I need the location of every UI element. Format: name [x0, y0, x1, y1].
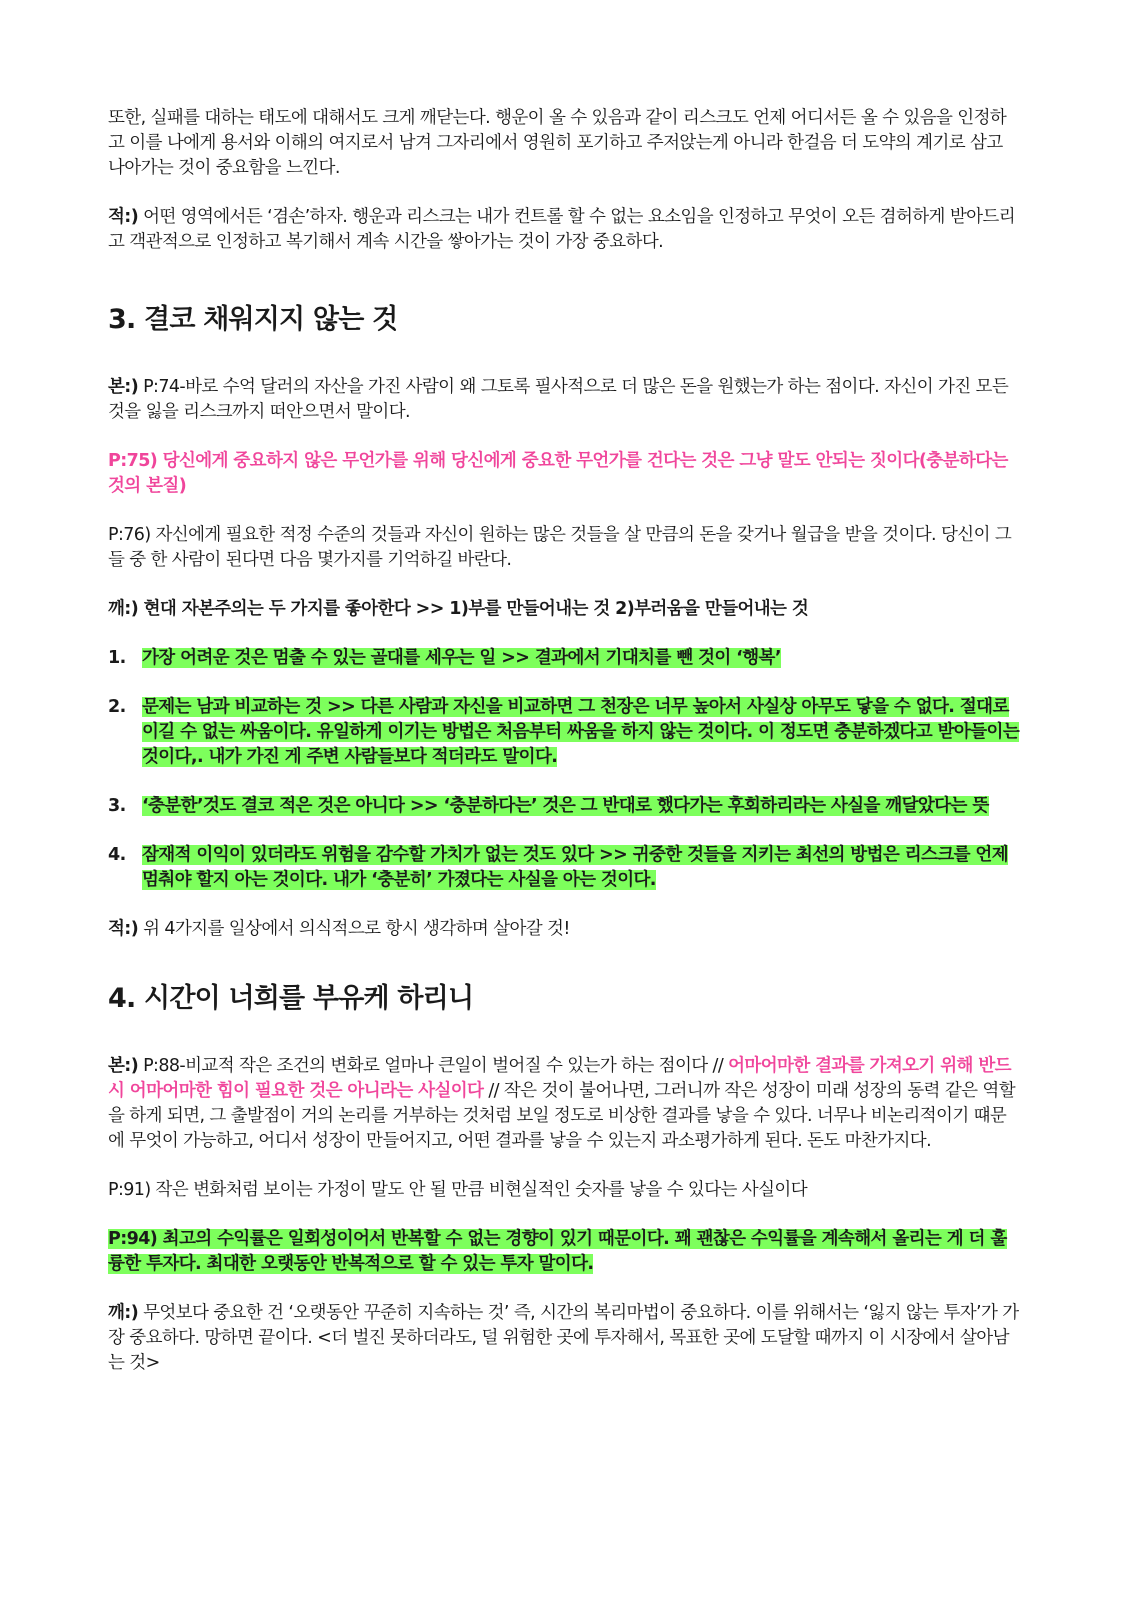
intro-paragraph: 또한, 실패를 대하는 태도에 대해서도 크게 깨닫는다. 행운이 올 수 있음과 같이 리스크도 언제 어디서든 올 수 있음을 인정하고 이를 나에게 용서와 이해의 여지로서 남겨 그자리에서 영원히 포기하고 주저앉는게 아니라 한걸음 더 도약의 계기로 삼고 나아가는 것이 중요함을 느낀다. [108, 108, 1007, 178]
section3-p75-highlight: P:75) 당신에게 중요하지 않은 무언가를 위해 당신에게 중요한 무언가를 건다는 것은 그냥 말도 안되는 짓이다(충분하다는 것의 본질) [108, 451, 1008, 496]
section4-quote [108, 1054, 1021, 1154]
realization-label: 깨:) [108, 1303, 139, 1323]
section3-quote [108, 375, 1021, 425]
section4-p94-highlight: P:94) 최고의 수익률은 일회성이어서 반복할 수 없는 경향이 있기 때문이다. 꽤 괜찮은 수익률을 계속해서 올리는 게 더 훌륭한 투자다. 최대한 오랫동안 반복적으로 할 수 있는 투자 말이다. [108, 1229, 1007, 1274]
list-item [108, 695, 1021, 770]
list-number: 4. [108, 845, 126, 865]
list-number: 1. [108, 648, 126, 668]
quote-text: P:74-바로 수억 달러의 자산을 가진 사람이 왜 그토록 필사적으로 더 많은 돈을 원했는가 하는 점이다. 자신이 가진 모든 것을 잃을 리스크까지 떠안으면서 말이다. [108, 377, 1009, 422]
section4-p91: P:91) 작은 변화처럼 보이는 가정이 말도 안 될 만큼 비현실적인 숫자를 낳을 수 있다는 사실이다 [108, 1180, 808, 1200]
application-label: 적:) [108, 919, 139, 939]
section4-realization [108, 1301, 1021, 1376]
section4-p94-paragraph [108, 1227, 1021, 1277]
quote-pink-highlight: 어마어마한 결과를 가져오기 위해 반드시 어마어마한 힘이 필요한 것은 아니라는 사실이다 [108, 1056, 1011, 1101]
reflection-text: 어떤 영역에서든 ‘겸손’하자. 행운과 리스크는 내가 컨트롤 할 수 없는 요소임을 인정하고 무엇이 오든 겸허하게 받아드리고 객관적으로 인정하고 복기해서 계속 시간을 쌓아가는 것이 가장 중요하다. [108, 207, 1016, 252]
quote-label: 본:) [108, 377, 139, 397]
quote-label: 본:) [108, 1056, 139, 1076]
reflection-label: 적:) [108, 207, 139, 227]
section3-application [108, 917, 1021, 942]
section3-heading: 3. 결코 채워지지 않는 것 [108, 304, 398, 335]
list-number: 3. [108, 796, 126, 816]
section3-p76: P:76) 자신에게 필요한 적정 수준의 것들과 자신이 원하는 많은 것들을 살 만큼의 돈을 갖거나 월급을 받을 것이다. 당신이 그들 중 한 사람이 된다면 다음 몇가지를 기억하길 바란다. [108, 525, 1012, 570]
list-text: 가장 어려운 것은 멈출 수 있는 골대를 세우는 일 >> 결과에서 기대치를 뺀 것이 ‘행복’ [142, 648, 781, 668]
section4-heading: 4. 시간이 너희를 부유케 하리니 [108, 983, 474, 1014]
realization-text: 무엇보다 중요한 건 ‘오랫동안 꾸준히 지속하는 것’ 즉, 시간의 복리마법이 중요하다. 이를 위해서는 ‘잃지 않는 투자’가 가장 중요하다. 망하면 끝이다. <더 벌진 못하더라도, 덜 위험한 곳에 투자해서, 목표한 곳에 도달할 때까지 이 시장에서 살아남는 것> [108, 1303, 1019, 1373]
quote-text-part2: // 작은 것이 불어나면, 그러니까 작은 성장이 미래 성장의 동력 같은 역할을 하게 되면, 그 출발점이 거의 논리를 거부하는 것처럼 보일 정도로 비상한 결과를 낳을 수 있다. 너무나 비논리적이기 떄문에 무엇이 가능하고, 어디서 성장이 만들어지고, 어떤 결과를 낳을 수 있는지 과소평가하게 된다. 돈도 마찬가지다. [108, 1081, 1016, 1151]
section3-list [108, 646, 1021, 893]
intro-reflection [108, 205, 1021, 255]
list-item [108, 646, 1021, 671]
list-text: ‘충분한’것도 결코 적은 것은 아니다 >> ‘충분하다는’ 것은 그 반대로 했다가는 후회하리라는 사실을 깨달았다는 뜻 [142, 796, 989, 816]
list-item [108, 794, 1021, 819]
section3-realization: 깨:) 현대 자본주의는 두 가지를 좋아한다 >> 1)부를 만들어내는 것 2)부러움을 만들어내는 것 [108, 599, 809, 619]
list-number: 2. [108, 697, 126, 717]
list-text: 문제는 남과 비교하는 것 >> 다른 사람과 자신을 비교하면 그 천장은 너무 높아서 사실상 아무도 닿을 수 없다. 절대로 이길 수 없는 싸움이다. 유일하게 이기는 방법은 처음부터 싸움을 하지 않는 것이다. 이 정도면 충분하겠다고 받아들이는 것이다,. 내가 가진 게 주변 사람들보다 적더라도 말이다. [142, 697, 1020, 767]
quote-text-part1: P:88-비교적 작은 조건의 변화로 얼마나 큰일이 벌어질 수 있는가 하는 점이다 // [138, 1056, 729, 1076]
application-text: 위 4가지를 일상에서 의식적으로 항시 생각하며 살아갈 것! [138, 919, 570, 939]
list-item [108, 843, 1021, 893]
list-text: 잠재적 이익이 있더라도 위험을 감수할 가치가 없는 것도 있다 >> 귀중한 것들을 지키는 최선의 방법은 리스크를 언제 멈춰야 할지 아는 것이다. 내가 ‘충분히’ 가졌다는 사실을 아는 것이다. [142, 845, 1009, 890]
